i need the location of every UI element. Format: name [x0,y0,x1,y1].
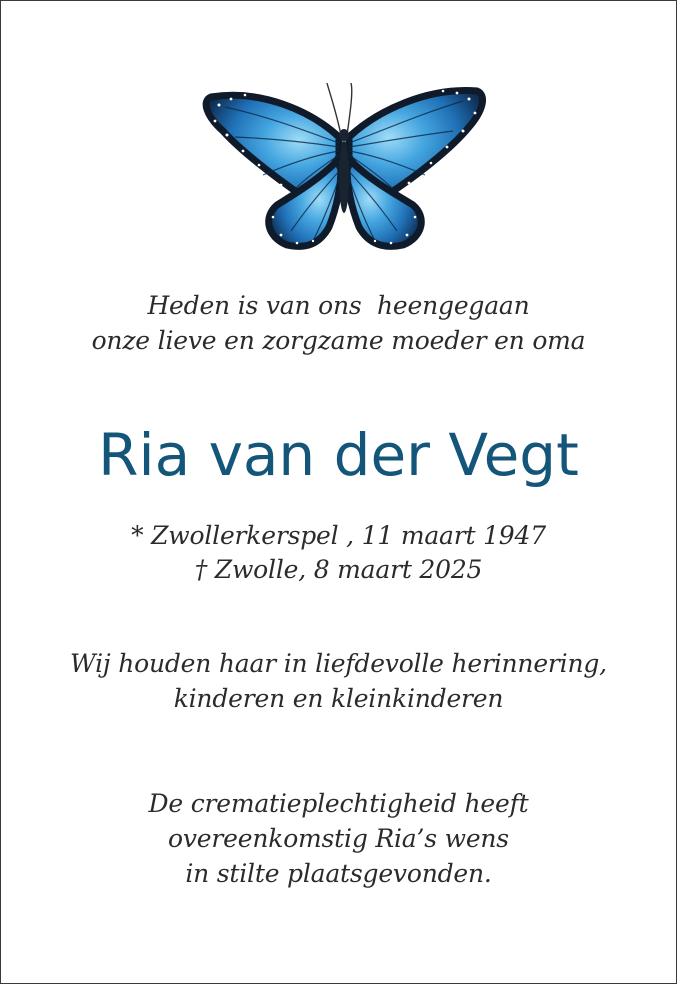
life-dates [1,519,676,587]
memory-line-2: kinderen en kleinkinderen [173,684,504,713]
memory-line-1: Wij houden haar in liefdevolle herinnering, [70,649,607,678]
intro-line-1: Heden is van ons heengegaan [147,291,530,320]
memory-text [1,646,676,716]
deceased-name: Ria van der Vegt [98,421,579,489]
intro-line-2: onze lieve en zorgzame moeder en oma [91,326,586,355]
cremation-line-2: overeenkomstig Ria’s wens [168,824,509,853]
cremation-line-3: in stilte plaatsgevonden. [185,859,492,888]
death-line: † Zwolle, 8 maart 2025 [194,555,483,584]
cremation-text [1,786,676,891]
intro-text [1,288,676,358]
birth-line: * Zwollerkerspel , 11 maart 1947 [131,521,546,550]
butterfly-icon [201,77,487,253]
cremation-line-1: De crematieplechtigheid heeft [148,789,529,818]
